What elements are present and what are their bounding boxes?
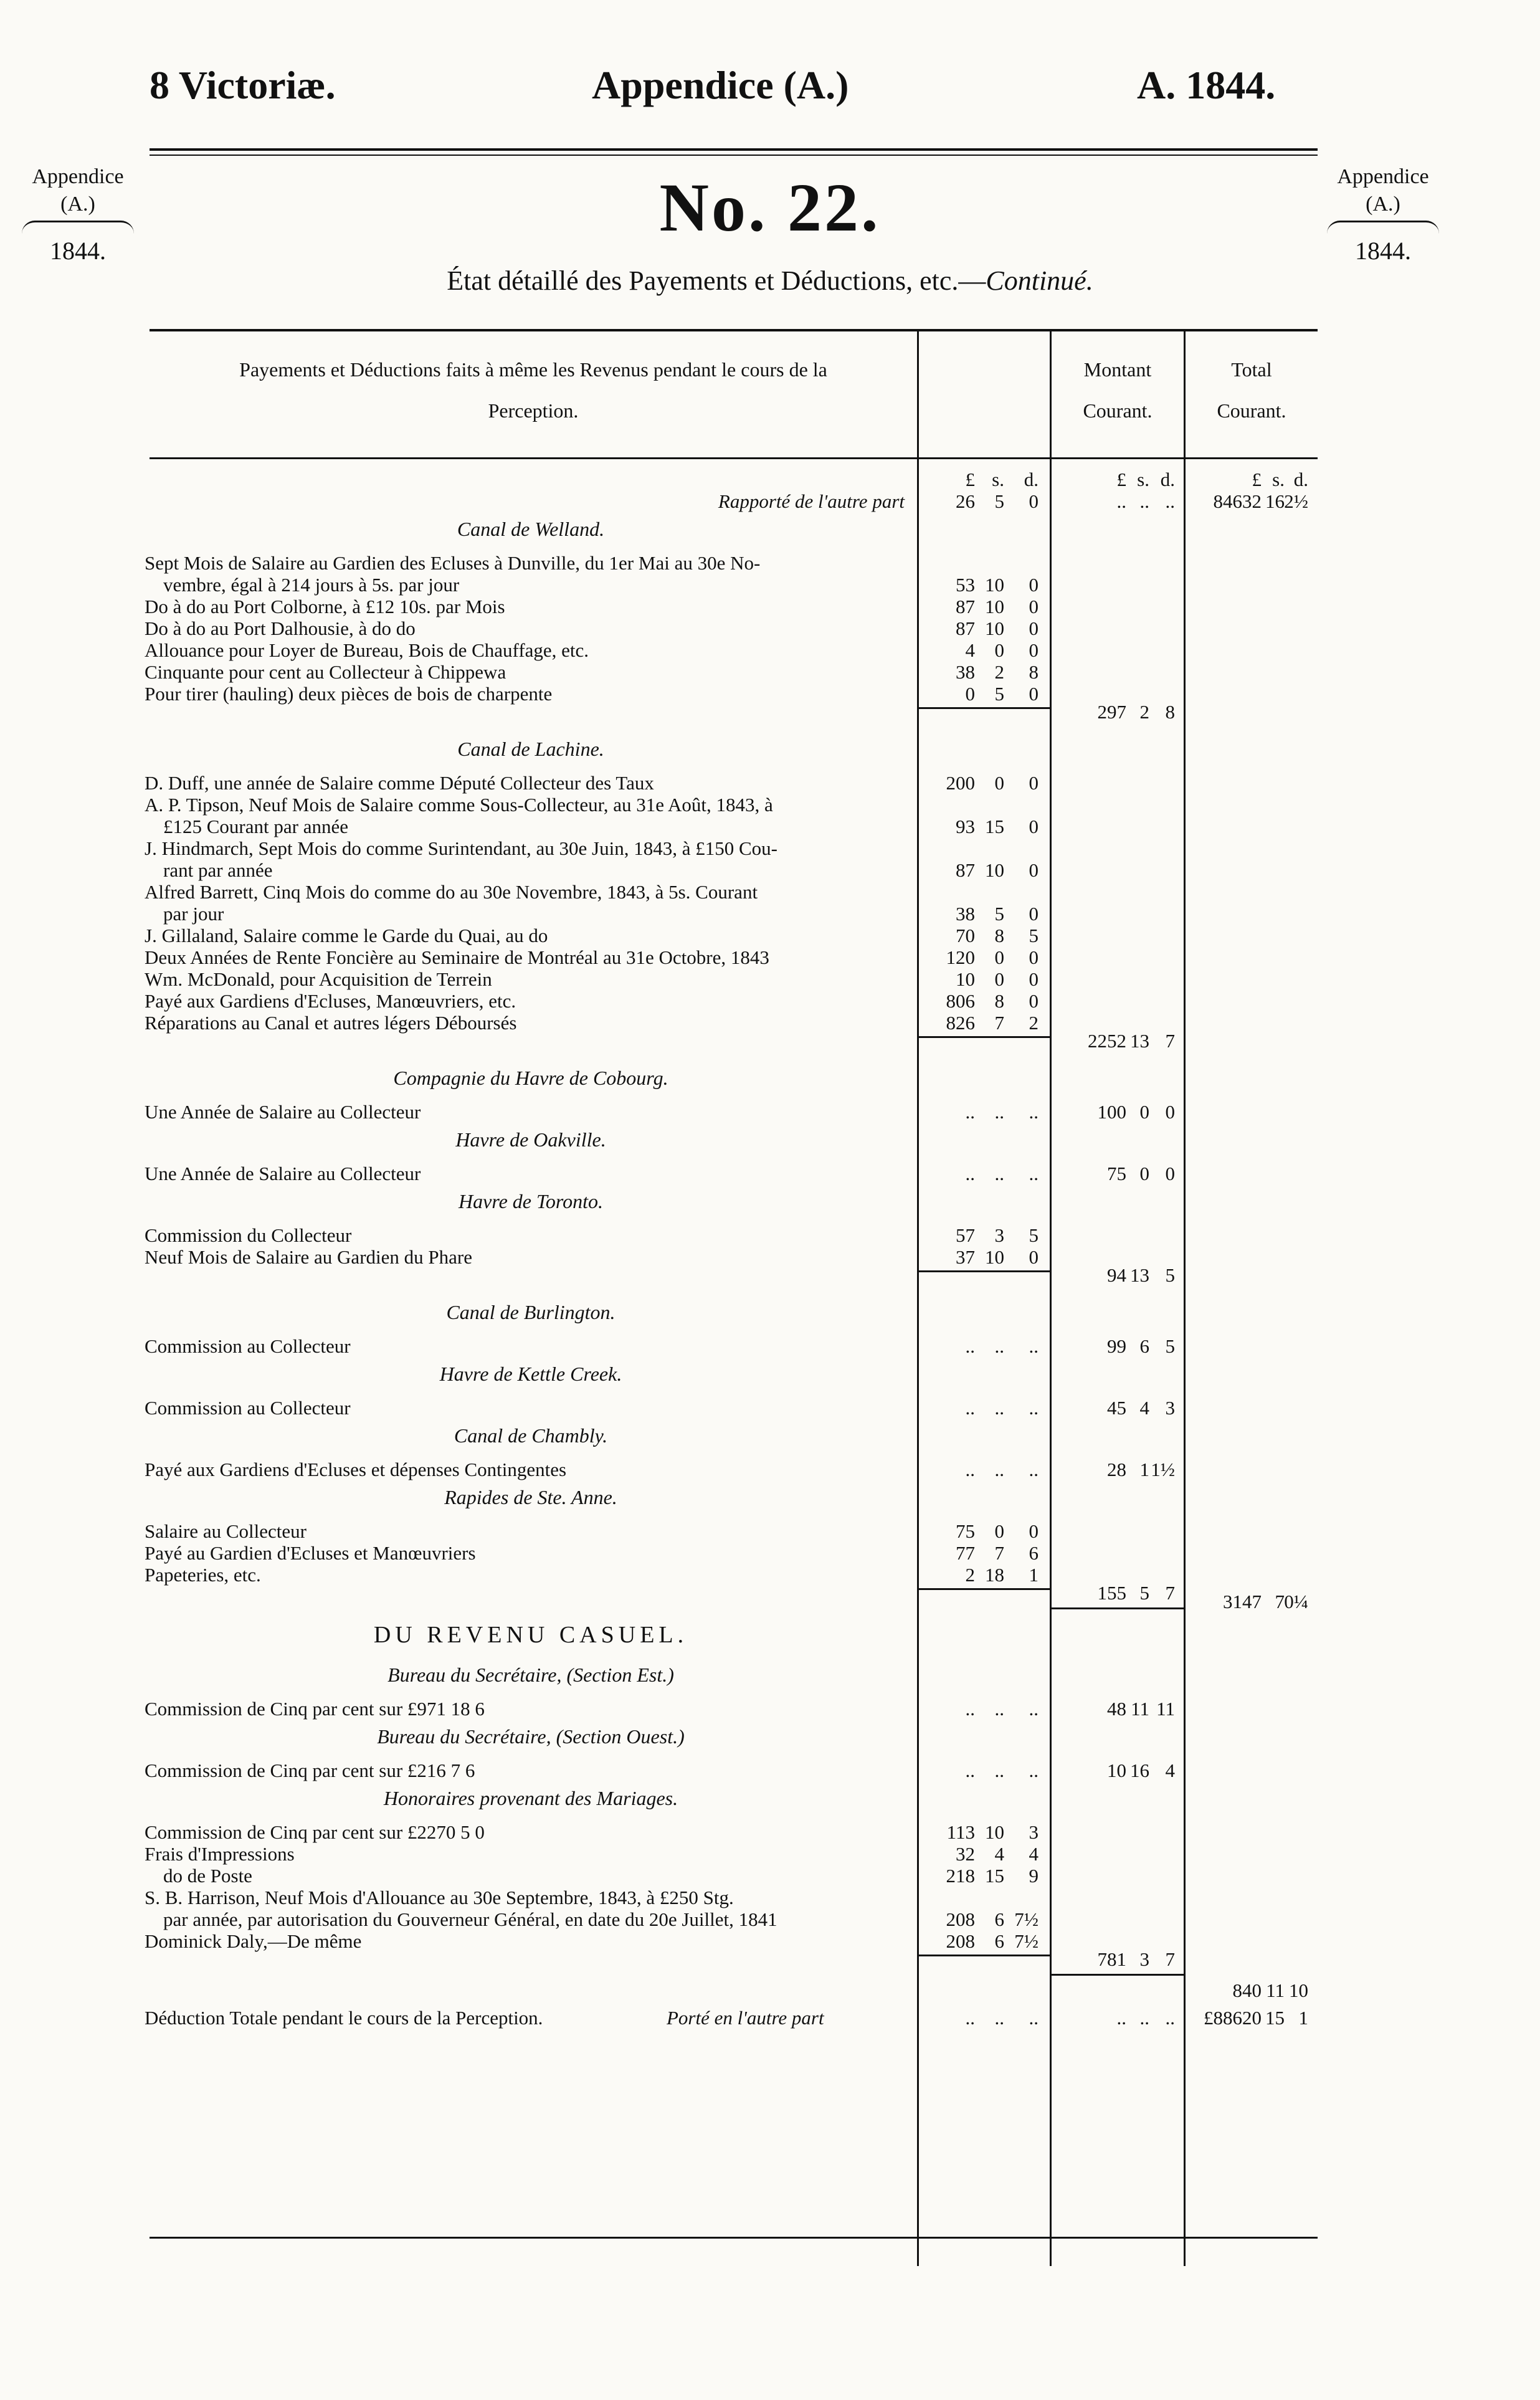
row-label: Commission de Cinq par cent sur £971 18 6 (145, 1698, 485, 1720)
row-label: Papeteries, etc. (145, 1564, 261, 1586)
amount-a-pence: 0 (1029, 490, 1039, 512)
amount-a-pounds: 10 (956, 968, 975, 990)
carried-forward-label: Porté en l'autre part (667, 2007, 824, 2029)
amount-a-pence: 0 (1029, 946, 1039, 968)
amount-a-pence: 7½ (1014, 1930, 1039, 1952)
amount-a-shillings: 7 (994, 1012, 1004, 1034)
amount-a-pence: .. (1029, 1163, 1039, 1184)
table-row (0, 682, 1540, 706)
amount-t-shillings: 15 (1265, 2007, 1285, 2029)
lsd-head-b-lsd_s: s. (1137, 469, 1149, 490)
section-heading: Havre de Kettle Creek. (439, 1363, 622, 1385)
amount-a-pence: 2 (1029, 1012, 1039, 1034)
amount-b-pence: 8 (1165, 701, 1175, 723)
amount-a-shillings: .. (994, 1459, 1004, 1480)
amount-a-pence: .. (1029, 1397, 1039, 1419)
section-heading: Canal de Welland. (457, 518, 605, 540)
amount-a-pounds: 113 (946, 1821, 975, 1843)
amount-a-pounds: 2 (965, 1564, 975, 1586)
table-row (0, 1458, 1540, 1482)
side-note-left-label: Appendice (32, 165, 124, 188)
column-header-total-line2: Courant. (1217, 399, 1286, 422)
amount-a-shillings: 15 (985, 816, 1004, 837)
table-row (0, 1541, 1540, 1565)
amount-a-pence: 7½ (1014, 1908, 1039, 1930)
amount-a-pence: 0 (1029, 1246, 1039, 1268)
amount-a-shillings: 10 (985, 1821, 1004, 1843)
table-row (0, 989, 1540, 1013)
amount-b-pence: 7 (1165, 1582, 1175, 1604)
amount-t-pounds: 84632 (1213, 490, 1262, 512)
amount-b-shillings: 1 (1139, 1459, 1149, 1480)
amount-b-shillings: .. (1139, 490, 1149, 512)
table-row (0, 1520, 1540, 1543)
amount-b-shillings: 4 (1139, 1397, 1149, 1419)
amount-a-shillings: .. (994, 1698, 1004, 1720)
amount-t-pence: 2½ (1284, 490, 1308, 512)
table-row (0, 1864, 1540, 1888)
amount-a-pounds: 37 (956, 1246, 975, 1268)
amount-a-pounds: 87 (956, 859, 975, 881)
amount-a-pounds: .. (965, 1397, 975, 1419)
row-label: Payé aux Gardiens d'Ecluses et dépenses Contingentes (145, 1459, 567, 1480)
amount-a-pence: .. (1029, 1335, 1039, 1357)
amount-a-pounds: 87 (956, 617, 975, 639)
amount-a-pounds: .. (965, 1459, 975, 1480)
amount-a-pounds: .. (965, 1698, 975, 1720)
section-heading: Compagnie du Havre de Cobourg. (393, 1067, 668, 1089)
row-label: S. B. Harrison, Neuf Mois d'Allouance au 30e Septembre, 1843, à £250 Stg. (145, 1887, 734, 1908)
amount-b-shillings: .. (1139, 2007, 1149, 2029)
amount-a-shillings: 8 (994, 925, 1004, 946)
total-deduction-label: Déduction Totale pendant le cours de la Perception. (145, 2007, 543, 2029)
amount-a-pence: .. (1029, 1101, 1039, 1123)
amount-a-shillings: .. (994, 1760, 1004, 1781)
row-label: Rapporté de l'autre part (718, 490, 905, 512)
lsd-head-b-lsd_pound: £ (1116, 469, 1126, 490)
lsd-head-t-lsd_d: d. (1293, 469, 1308, 490)
column-rule (919, 1588, 1050, 1590)
amount-a-pence: 0 (1029, 683, 1039, 705)
table-row (0, 902, 1540, 926)
amount-a-pence: 6 (1029, 1542, 1039, 1564)
section-heading-casual-revenue: DU REVENU CASUEL. (373, 1622, 688, 1648)
row-label: Deux Années de Rente Foncière au Seminaire de Montréal au 31e Octobre, 1843 (145, 946, 769, 968)
amount-a-pounds: 93 (956, 816, 975, 837)
amount-a-pence: 0 (1029, 574, 1039, 596)
column-header-total-line1: Total (1231, 358, 1272, 381)
amount-a-pounds: 26 (956, 490, 975, 512)
amount-a-pence: 0 (1029, 816, 1039, 837)
total-deduction-row (0, 2006, 1540, 2030)
amount-a-shillings: .. (994, 1163, 1004, 1184)
column-header-description (150, 349, 917, 431)
amount-t-pounds: £88620 (1204, 2007, 1262, 2029)
table-row (0, 1908, 1540, 1931)
section-heading: Canal de Chambly. (454, 1424, 608, 1447)
amount-a-pence: .. (1029, 2007, 1039, 2029)
table-row (0, 1821, 1540, 1844)
bottom-rule (150, 2237, 1318, 2239)
amount-a-pounds: .. (965, 1760, 975, 1781)
amount-b-shillings: 6 (1139, 1335, 1149, 1357)
row-label: J. Gillaland, Salaire comme le Garde du Quai, au do (145, 925, 548, 946)
amount-a-pence: 0 (1029, 596, 1039, 617)
table-row (0, 1335, 1540, 1358)
amount-a-shillings: .. (994, 1397, 1004, 1419)
row-label: par année, par autorisation du Gouverneur Général, en date du 20e Juillet, 1841 (163, 1908, 777, 1930)
amount-a-shillings: 0 (994, 1520, 1004, 1542)
amount-a-pounds: 77 (956, 1542, 975, 1564)
table-row (0, 924, 1540, 948)
amount-a-pounds: 208 (946, 1930, 975, 1952)
row-label: Commission au Collecteur (145, 1397, 351, 1419)
row-label: Payé au Gardien d'Ecluses et Manœuvriers (145, 1542, 476, 1564)
amount-a-pounds: 87 (956, 596, 975, 617)
row-label: D. Duff, une année de Salaire comme Député Collecteur des Taux (145, 772, 654, 794)
section-heading: Canal de Burlington. (446, 1301, 616, 1323)
row-label: par jour (163, 903, 224, 925)
table-row (0, 617, 1540, 640)
amount-b-shillings: 13 (1130, 1030, 1149, 1052)
amount-b-pounds: 297 (1097, 701, 1126, 723)
amount-a-pounds: 57 (956, 1224, 975, 1246)
column-header-montant-line1: Montant (1083, 358, 1152, 381)
amount-b-pence: 3 (1165, 1397, 1175, 1419)
amount-a-pence: .. (1029, 1459, 1039, 1480)
section-heading: Honoraires provenant des Mariages. (383, 1787, 678, 1809)
amount-b-pence: .. (1165, 2007, 1175, 2029)
table-top-rule (150, 329, 1318, 331)
table-row (0, 837, 1540, 860)
table-header-rule (150, 457, 1318, 459)
row-label: Wm. McDonald, pour Acquisition de Terrein (145, 968, 492, 990)
amount-a-shillings: 6 (994, 1930, 1004, 1952)
row-label: rant par année (163, 859, 273, 881)
amount-b-pence: 11 (1156, 1698, 1175, 1720)
amount-b-pounds: 2252 (1088, 1030, 1126, 1052)
amount-a-pence: 1 (1029, 1564, 1039, 1586)
table-row (0, 859, 1540, 882)
amount-a-pounds: .. (965, 1335, 975, 1357)
amount-b-pounds: 75 (1107, 1163, 1126, 1184)
section-heading: Rapides de Ste. Anne. (444, 1486, 617, 1508)
subtitle-text: État détaillé des Payements et Déductions, etc.— (447, 265, 986, 296)
header-left: 8 Victoriæ. (150, 63, 336, 107)
table-row (0, 1100, 1540, 1124)
row-label: Alfred Barrett, Cinq Mois do comme do au 30e Novembre, 1843, à 5s. Courant (145, 881, 758, 903)
amount-t-shillings: 11 (1266, 1979, 1285, 2001)
amount-a-pounds: 218 (946, 1865, 975, 1887)
table-row (0, 1759, 1540, 1783)
section-heading: Canal de Lachine. (457, 738, 604, 760)
table-row (0, 1396, 1540, 1420)
amount-a-shillings: 0 (994, 772, 1004, 794)
amount-t-pence: 1 (1298, 2007, 1308, 2029)
amount-a-shillings: 5 (994, 683, 1004, 705)
side-note-right-sub: (A.) (1366, 193, 1400, 216)
side-note-left-sub: (A.) (60, 193, 95, 216)
amount-a-pounds: 53 (956, 574, 975, 596)
table-row (0, 1886, 1540, 1910)
row-label: Commission du Collecteur (145, 1224, 352, 1246)
table-row (0, 1930, 1540, 1953)
row-label: Commission de Cinq par cent sur £2270 5 0 (145, 1821, 485, 1843)
amount-t-pounds: 3147 (1223, 1591, 1262, 1612)
amount-a-pounds: .. (965, 1163, 975, 1184)
amount-a-pence: .. (1029, 1760, 1039, 1781)
table-row (0, 1011, 1540, 1035)
amount-b-pounds: 48 (1107, 1698, 1126, 1720)
lsd-head-t-lsd_pound: £ (1252, 469, 1262, 490)
amount-a-shillings: 15 (985, 1865, 1004, 1887)
amount-a-pounds: .. (965, 2007, 975, 2029)
row-label: vembre, égal à 214 jours à 5s. par jour (163, 574, 460, 596)
row-label: Do à do au Port Dalhousie, à do do (145, 617, 416, 639)
table-row (0, 968, 1540, 991)
amount-a-pence: 0 (1029, 859, 1039, 881)
row-label: do de Poste (163, 1865, 252, 1887)
amount-b-pounds: 100 (1097, 1101, 1126, 1123)
amount-a-shillings: 3 (994, 1224, 1004, 1246)
amount-a-shillings: .. (994, 1335, 1004, 1357)
amount-a-shillings: 2 (994, 661, 1004, 683)
amount-a-shillings: 7 (994, 1542, 1004, 1564)
amount-a-pounds: 806 (946, 990, 975, 1012)
amount-a-pence: 0 (1029, 903, 1039, 925)
table-row (0, 815, 1540, 839)
table-row (0, 1563, 1540, 1587)
table-row (0, 639, 1540, 662)
row-label: J. Hindmarch, Sept Mois do comme Surintendant, au 30e Juin, 1843, à £150 Cou- (145, 837, 777, 859)
row-label: Frais d'Impressions (145, 1843, 295, 1865)
amount-a-shillings: 6 (994, 1908, 1004, 1930)
amount-a-pence: 8 (1029, 661, 1039, 683)
header-rule (150, 148, 1318, 151)
table-row (0, 595, 1540, 619)
amount-b-pence: 0 (1165, 1163, 1175, 1184)
lsd-head-t-lsd_s: s. (1272, 469, 1285, 490)
amount-b-pounds: 99 (1107, 1335, 1126, 1357)
section-heading: Havre de Toronto. (459, 1190, 603, 1212)
amount-a-pence: 3 (1029, 1821, 1039, 1843)
table-row (0, 1245, 1540, 1269)
column-header-montant (1052, 349, 1184, 431)
amount-a-shillings: .. (994, 2007, 1004, 2029)
amount-b-pounds: 781 (1097, 1948, 1126, 1970)
amount-a-pounds: 38 (956, 903, 975, 925)
amount-a-shillings: 5 (994, 903, 1004, 925)
amount-b-shillings: 11 (1131, 1698, 1149, 1720)
amount-b-shillings: 5 (1139, 1582, 1149, 1604)
amount-a-shillings: 0 (994, 946, 1004, 968)
column-header-total (1186, 349, 1318, 431)
table-row (0, 880, 1540, 904)
header-rule-thin (150, 155, 1318, 156)
amount-a-pounds: 200 (946, 772, 975, 794)
amount-b-pounds: .. (1116, 490, 1126, 512)
amount-b-pence: 1½ (1151, 1459, 1175, 1480)
row-label: Salaire au Collecteur (145, 1520, 307, 1542)
amount-b-pence: 5 (1165, 1264, 1175, 1286)
amount-a-pounds: 0 (965, 683, 975, 705)
row-label: Sept Mois de Salaire au Gardien des Ecluses à Dunville, du 1er Mai au 30e No- (145, 552, 761, 574)
table-row (0, 771, 1540, 795)
amount-b-pence: .. (1165, 490, 1175, 512)
amount-a-pounds: 4 (965, 639, 975, 661)
amount-a-pence: 4 (1029, 1843, 1039, 1865)
table-row (0, 551, 1540, 575)
amount-a-pence: 5 (1029, 925, 1039, 946)
amount-a-shillings: 4 (994, 1843, 1004, 1865)
amount-t-pence: 10 (1289, 1979, 1308, 2001)
amount-t-pence: 0¼ (1284, 1591, 1308, 1612)
lsd-head-a-lsd_s: s. (992, 469, 1004, 490)
amount-t-shillings: 7 (1275, 1591, 1285, 1612)
row-label: Une Année de Salaire au Collecteur (145, 1163, 421, 1184)
section-heading: Bureau du Secrétaire, (Section Ouest.) (377, 1725, 685, 1748)
table-row (0, 490, 1540, 513)
table-row (0, 793, 1540, 817)
amount-a-shillings: 18 (985, 1564, 1004, 1586)
section-heading: Bureau du Secrétaire, (Section Est.) (387, 1664, 674, 1686)
row-label: Commission au Collecteur (145, 1335, 351, 1357)
table-row (0, 1224, 1540, 1247)
amount-a-pounds: 32 (956, 1843, 975, 1865)
amount-b-pence: 7 (1165, 1030, 1175, 1052)
amount-a-pence: 9 (1029, 1865, 1039, 1887)
amount-a-shillings: 5 (994, 490, 1004, 512)
amount-a-shillings: 10 (985, 596, 1004, 617)
amount-b-pounds: 155 (1097, 1582, 1126, 1604)
amount-b-pence: 5 (1165, 1335, 1175, 1357)
document-subtitle (0, 265, 1540, 297)
amount-b-pounds: 10 (1107, 1760, 1126, 1781)
amount-a-shillings: 10 (985, 617, 1004, 639)
amount-b-pence: 7 (1165, 1948, 1175, 1970)
row-label: £125 Courant par année (163, 816, 348, 837)
column-header-description-line1: Payements et Déductions faits à même les Revenus pendant le cours de la (239, 358, 827, 381)
amount-b-shillings: 0 (1139, 1163, 1149, 1184)
amount-a-pence: 0 (1029, 639, 1039, 661)
amount-a-shillings: 0 (994, 968, 1004, 990)
amount-a-pence: 0 (1029, 990, 1039, 1012)
column-rule (919, 1955, 1050, 1956)
lsd-head-a-lsd_d: d. (1024, 469, 1039, 490)
amount-a-pounds: 75 (956, 1520, 975, 1542)
table-row (0, 1162, 1540, 1186)
amount-b-shillings: 0 (1139, 1101, 1149, 1123)
amount-a-pence: 0 (1029, 1520, 1039, 1542)
amount-a-pounds: 38 (956, 661, 975, 683)
document-number: No. 22. (659, 169, 881, 245)
amount-a-pence: 5 (1029, 1224, 1039, 1246)
table-row (0, 1697, 1540, 1721)
amount-b-shillings: 2 (1139, 701, 1149, 723)
table-row (0, 1842, 1540, 1866)
row-label: Dominick Daly,—De même (145, 1930, 362, 1952)
lsd-head-a-lsd_pound: £ (965, 469, 975, 490)
amount-a-shillings: 10 (985, 574, 1004, 596)
amount-b-pounds: 94 (1107, 1264, 1126, 1286)
amount-a-pounds: .. (965, 1101, 975, 1123)
amount-a-shillings: .. (994, 1101, 1004, 1123)
row-label: Cinquante pour cent au Collecteur à Chippewa (145, 661, 506, 683)
table-row (0, 660, 1540, 684)
amount-b-shillings: 13 (1130, 1264, 1149, 1286)
amount-b-pence: 4 (1165, 1760, 1175, 1781)
amount-a-pence: 0 (1029, 617, 1039, 639)
side-note-right-label: Appendice (1337, 165, 1429, 188)
amount-a-pounds: 120 (946, 946, 975, 968)
lsd-head-b-lsd_d: d. (1160, 469, 1175, 490)
side-note-right-year: 1844. (1355, 237, 1411, 265)
amount-a-pounds: 208 (946, 1908, 975, 1930)
subtotal-rule (1052, 1607, 1184, 1609)
amount-a-shillings: 8 (994, 990, 1004, 1012)
header-center: Appendice (A.) (592, 63, 849, 107)
amount-a-pence: .. (1029, 1698, 1039, 1720)
column-header-montant-line2: Courant. (1083, 399, 1153, 422)
table-row (0, 573, 1540, 597)
column-header-description-line2: Perception. (488, 399, 579, 422)
row-label: Allouance pour Loyer de Bureau, Bois de Chauffage, etc. (145, 639, 589, 661)
amount-a-shillings: 10 (985, 1246, 1004, 1268)
column-rule (919, 1036, 1050, 1038)
amount-a-pounds: 70 (956, 925, 975, 946)
amount-a-pence: 0 (1029, 968, 1039, 990)
side-note-left-year: 1844. (50, 237, 106, 265)
section-heading: Havre de Oakville. (455, 1128, 606, 1151)
amount-b-pounds: .. (1116, 2007, 1126, 2029)
amount-a-shillings: 0 (994, 639, 1004, 661)
amount-b-pounds: 45 (1107, 1397, 1126, 1419)
row-label: Commission de Cinq par cent sur £216 7 6 (145, 1760, 475, 1781)
row-label: Pour tirer (hauling) deux pièces de bois de charpente (145, 683, 553, 705)
row-label: Do à do au Port Colborne, à £12 10s. par Mois (145, 596, 505, 617)
row-label: Payé aux Gardiens d'Ecluses, Manœuvriers, etc. (145, 990, 516, 1012)
column-rule (919, 1270, 1050, 1272)
subtitle-continued: Continué. (986, 265, 1093, 296)
column-rule (919, 707, 1050, 709)
amount-b-pence: 0 (1165, 1101, 1175, 1123)
subtotal-rule (1052, 1974, 1184, 1976)
table-row (0, 946, 1540, 969)
header-right: A. 1844. (1137, 63, 1276, 107)
row-label: A. P. Tipson, Neuf Mois de Salaire comme Sous-Collecteur, au 31e Août, 1843, à (145, 794, 773, 816)
row-label: Une Année de Salaire au Collecteur (145, 1101, 421, 1123)
amount-a-pounds: 826 (946, 1012, 975, 1034)
row-label: Neuf Mois de Salaire au Gardien du Phare (145, 1246, 472, 1268)
amount-b-shillings: 16 (1130, 1760, 1149, 1781)
amount-t-pounds: 840 (1232, 1979, 1262, 2001)
amount-t-shillings: 16 (1265, 490, 1285, 512)
row-label: Réparations au Canal et autres légers Déboursés (145, 1012, 517, 1034)
amount-a-pence: 0 (1029, 772, 1039, 794)
amount-b-pounds: 28 (1107, 1459, 1126, 1480)
amount-b-shillings: 3 (1139, 1948, 1149, 1970)
amount-a-shillings: 10 (985, 859, 1004, 881)
